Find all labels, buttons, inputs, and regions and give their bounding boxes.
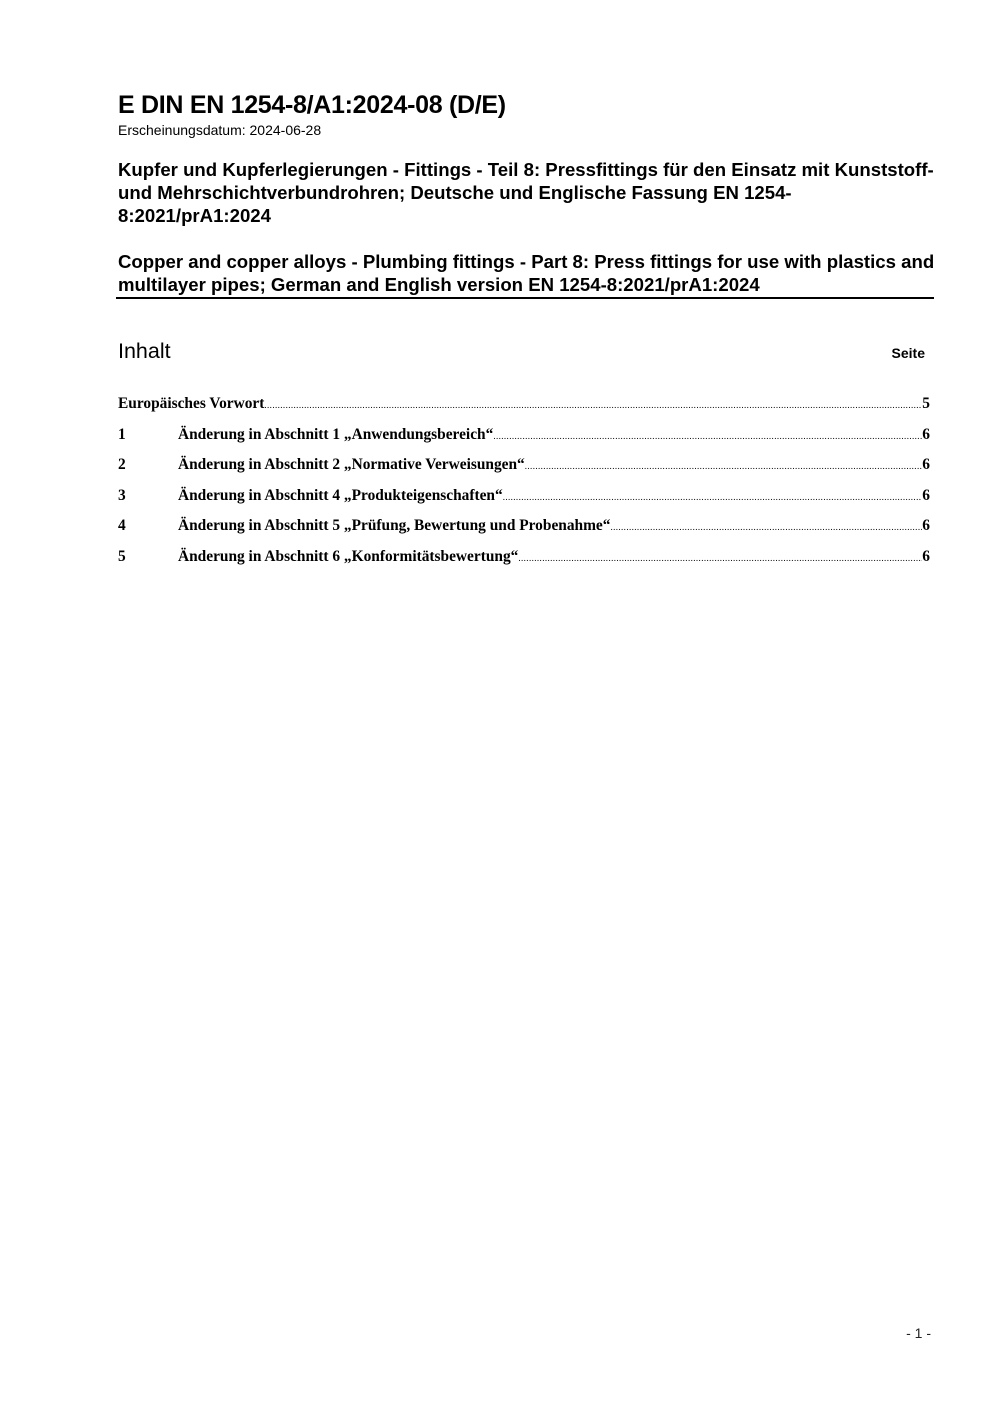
toc-entry-page: 6 xyxy=(922,486,930,504)
toc-entry-page: 5 xyxy=(922,395,930,412)
toc-entry-page: 6 xyxy=(922,425,930,443)
page-number: - 1 - xyxy=(906,1325,931,1341)
toc-leader-dots xyxy=(518,546,922,568)
toc-leader-dots xyxy=(264,393,922,415)
toc-entry[interactable] xyxy=(118,515,930,546)
toc-entry-text: Änderung in Abschnitt 4 „Produkteigenschaften“ xyxy=(178,486,503,504)
toc-entry-number: 2 xyxy=(118,456,126,473)
toc-entry-page: 6 xyxy=(922,517,930,534)
toc-entry-number: 3 xyxy=(118,486,126,504)
toc-leader-dots xyxy=(493,424,922,446)
table-of-contents xyxy=(118,393,930,576)
toc-entry-text: Änderung in Abschnitt 6 „Konformitätsbewertung“ xyxy=(178,547,519,565)
toc-entry-text: Änderung in Abschnitt 2 „Normative Verweisungen“ xyxy=(178,456,525,473)
toc-heading: Inhalt xyxy=(118,339,171,363)
toc-entry[interactable] xyxy=(118,454,930,485)
toc-entry[interactable] xyxy=(118,485,930,516)
toc-leader-dots xyxy=(610,515,922,537)
title-divider xyxy=(116,297,934,299)
toc-entry-text: Europäisches Vorwort xyxy=(118,395,265,412)
toc-leader-dots xyxy=(525,454,923,476)
document-title: E DIN EN 1254-8/A1:2024-08 (D/E) xyxy=(118,91,506,119)
toc-entry-page: 6 xyxy=(922,456,930,473)
publication-date: Erscheinungsdatum: 2024-06-28 xyxy=(118,122,322,138)
toc-page-column-label: Seite xyxy=(891,345,925,361)
toc-leader-dots xyxy=(503,485,923,507)
toc-entry-number: 4 xyxy=(118,517,126,534)
toc-entry[interactable] xyxy=(118,393,930,424)
toc-entry[interactable] xyxy=(118,424,930,455)
toc-entry-page: 6 xyxy=(922,547,930,565)
toc-entry-number: 5 xyxy=(118,547,126,565)
toc-entry-text: Änderung in Abschnitt 1 „Anwendungsbereich“ xyxy=(178,425,494,443)
toc-entry[interactable] xyxy=(118,546,930,577)
title-german: Kupfer und Kupferlegierungen - Fittings - Teil 8: Pressfittings für den Einsatz mit Kunststoff- und Mehrschichtverbundrohren; Deutsche und Englische Fassung EN 1254-8:2021/prA1:2024 xyxy=(118,159,934,226)
toc-entry-text: Änderung in Abschnitt 5 „Prüfung, Bewertung und Probenahme“ xyxy=(178,517,611,534)
toc-entry-number: 1 xyxy=(118,425,126,443)
title-english: Copper and copper alloys - Plumbing fittings - Part 8: Press fittings for use with plastics and multilayer pipes; German and English version EN 1254-8:2021/prA1:2024 xyxy=(118,251,935,295)
